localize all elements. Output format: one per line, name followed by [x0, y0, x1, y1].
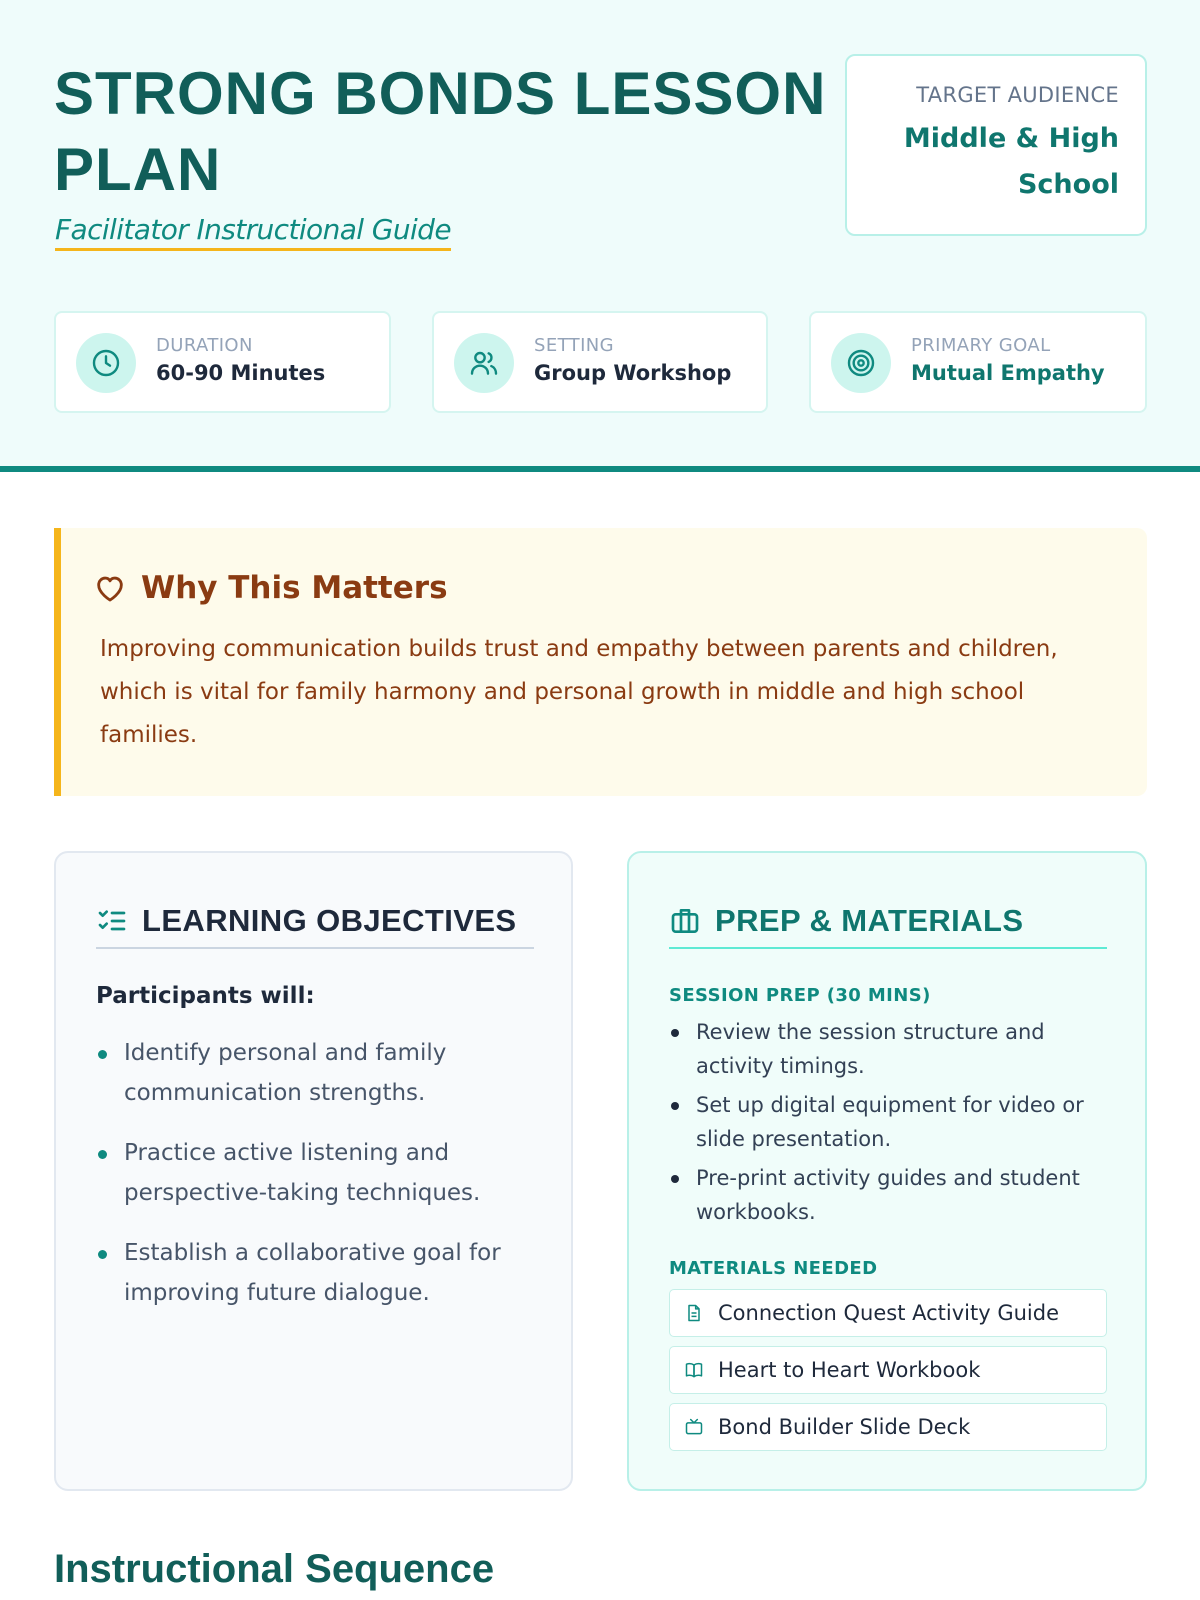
objectives-lead: Participants will:	[96, 983, 315, 1009]
objectives-list	[96, 1033, 534, 1333]
section-title: Instructional Sequence	[54, 1547, 495, 1591]
info-card-goal	[809, 311, 1147, 413]
session-prep-label: SESSION PREP (30 MINS)	[669, 985, 931, 1006]
document-icon	[684, 1303, 704, 1323]
prep-card	[627, 851, 1147, 1491]
heart-icon	[93, 571, 127, 605]
book-icon	[684, 1360, 704, 1380]
info-label: DURATION	[156, 335, 253, 356]
why-heading	[93, 570, 448, 606]
page-title: STRONG BONDS LESSON PLAN	[54, 60, 827, 203]
list-item: Establish a collaborative goal for improving future dialogue.	[96, 1233, 534, 1313]
checklist-icon	[96, 905, 128, 937]
objectives-card	[54, 851, 573, 1491]
prep-title: PREP & MATERIALS	[715, 903, 1024, 938]
info-value: Mutual Empathy	[911, 361, 1105, 385]
info-card-setting	[432, 311, 768, 413]
list-item: Practice active listening and perspective-taking techniques.	[96, 1133, 534, 1213]
objectives-title: LEARNING OBJECTIVES	[142, 903, 517, 938]
material-item: Heart to Heart Workbook	[669, 1346, 1107, 1394]
prep-heading	[669, 895, 1107, 949]
material-item: Bond Builder Slide Deck	[669, 1403, 1107, 1451]
audience-label: TARGET AUDIENCE	[916, 83, 1119, 107]
clock-icon	[76, 333, 136, 393]
info-label: PRIMARY GOAL	[911, 335, 1051, 356]
info-value: 60-90 Minutes	[156, 361, 326, 385]
briefcase-icon	[669, 905, 701, 937]
session-prep-list	[669, 1015, 1089, 1234]
list-item: Review the session structure and activity timings.	[669, 1015, 1089, 1083]
list-item: Identify personal and family communication strengths.	[96, 1033, 534, 1113]
info-card-duration	[54, 311, 391, 413]
list-item: Set up digital equipment for video or slide presentation.	[669, 1088, 1089, 1156]
tv-icon	[684, 1417, 704, 1437]
why-body: Improving communication builds trust and empathy between parents and children, which is vital for family harmony and personal growth in middle and high school families.	[100, 636, 1058, 748]
materials-label: MATERIALS NEEDED	[669, 1258, 878, 1279]
audience-value: Middle & High School	[903, 123, 1119, 200]
material-item: Connection Quest Activity Guide	[669, 1289, 1107, 1337]
audience-card	[845, 54, 1147, 236]
list-item: Pre-print activity guides and student workbooks.	[669, 1161, 1089, 1229]
info-label: SETTING	[534, 335, 614, 356]
objectives-heading	[96, 895, 534, 949]
why-title: Why This Matters	[141, 570, 448, 606]
users-icon	[454, 333, 514, 393]
target-icon	[831, 333, 891, 393]
page-subtitle: Facilitator Instructional Guide	[55, 212, 451, 251]
info-value: Group Workshop	[534, 361, 732, 385]
